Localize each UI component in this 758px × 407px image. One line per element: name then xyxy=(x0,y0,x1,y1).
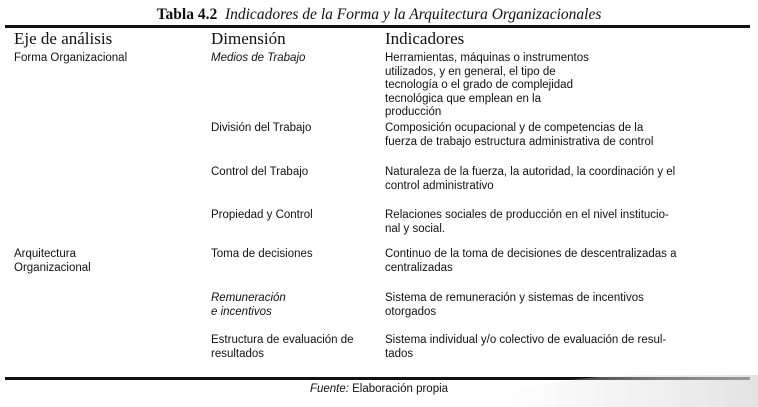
row-2-dimension: División del Trabajo xyxy=(211,122,312,134)
row-5-dimension: Toma de decisiones xyxy=(211,248,313,260)
row-2-indicadores: Composición ocupacional y de competencias de la fuerza de trabajo estructura administrativa de control xyxy=(385,122,654,148)
table-caption xyxy=(0,5,758,25)
header-indicadores: Indicadores xyxy=(385,29,465,48)
row-7-indicadores: Sistema individual y/o colectivo de evaluación de resul- tados xyxy=(385,334,667,360)
source-text: Elaboración propia xyxy=(352,383,449,395)
table-top-rule xyxy=(5,25,750,28)
row-6-dimension: Remuneración e incentivos xyxy=(211,292,286,318)
row-6-indicadores: Sistema de remuneración y sistemas de incentivos otorgados xyxy=(385,292,644,318)
row-4-dimension: Propiedad y Control xyxy=(211,209,313,221)
row-5-eje: Arquitectura Organizacional xyxy=(14,248,91,274)
row-1-dimension: Medios de Trabajo xyxy=(211,52,306,64)
row-3-indicadores: Naturaleza de la fuerza, la autoridad, la coordinación y el control administrativo xyxy=(385,166,676,192)
row-5-indicadores: Continuo de la toma de decisiones de descentralizadas a centralizadas xyxy=(385,248,677,274)
table-caption-label: Tabla 4.2 xyxy=(156,6,218,23)
row-1-eje: Forma Organizacional xyxy=(14,52,128,64)
header-eje: Eje de análisis xyxy=(14,29,113,48)
row-1-indicadores: Herramientas, máquinas o instrumentos utilizados, y en general, el tipo de tecnología o el grado de complejidad tecnológica que emplean en la producción xyxy=(385,52,589,119)
row-4-indicadores: Relaciones sociales de producción en el nivel institucio- nal y social. xyxy=(385,209,669,235)
header-dimension: Dimensión xyxy=(211,29,286,48)
row-7-dimension: Estructura de evaluación de resultados xyxy=(211,334,354,360)
table-caption-text: Indicadores de la Forma y la Arquitectura Organizacionales xyxy=(224,6,602,23)
source-label: Fuente: xyxy=(309,383,349,395)
row-3-dimension: Control del Trabajo xyxy=(211,166,309,178)
